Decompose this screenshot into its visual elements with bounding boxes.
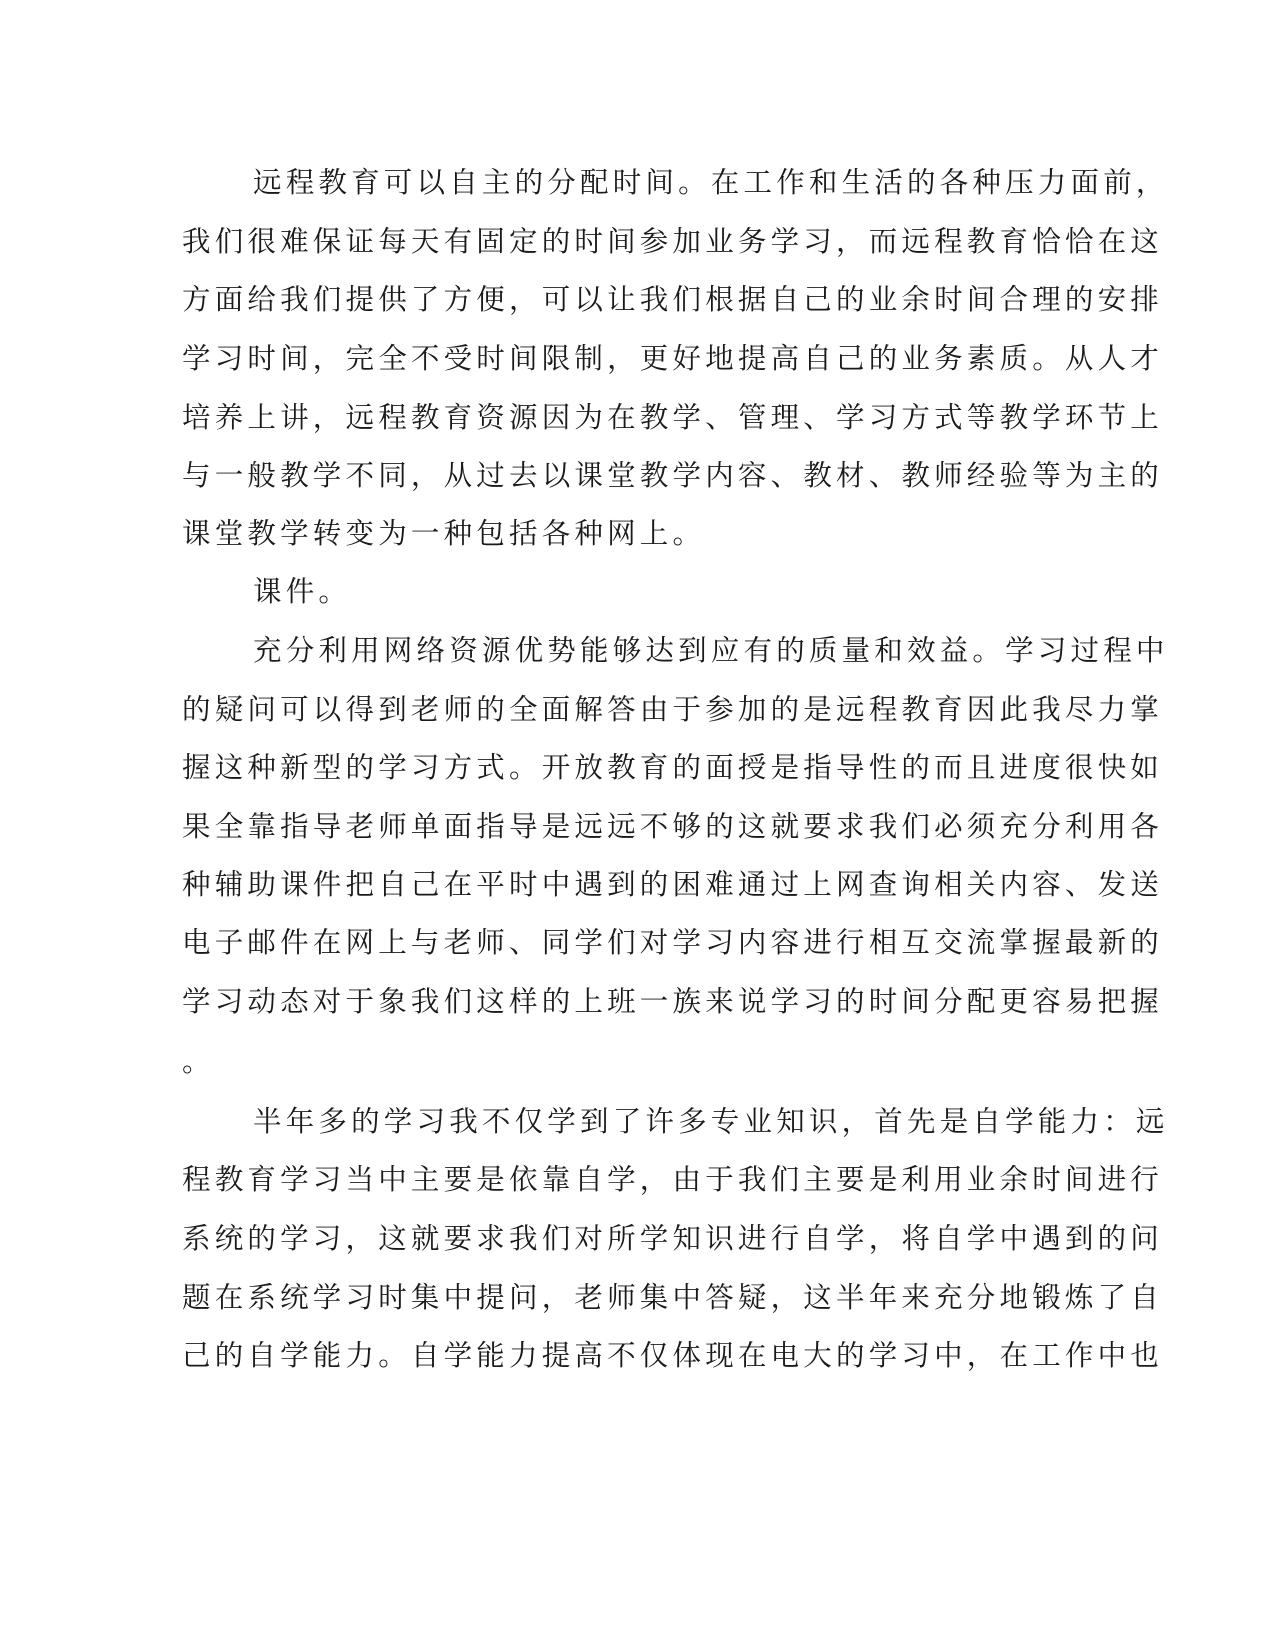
paragraph-4-line-3: 系统的学习，这就要求我们对所学知识进行自学，将自学中遇到的问 — [182, 1222, 1164, 1255]
text-line-10 — [0, 690, 1275, 730]
paragraph-3-line-3: 握这种新型的学习方式。开放教育的面授是指导性的而且进度很快如 — [182, 751, 1164, 784]
text-line-18 — [0, 1160, 1275, 1200]
paragraph-1-line-2: 我们很难保证每天有固定的时间参加业务学习，而远程教育恰恰在这 — [182, 225, 1164, 258]
paragraph-4-line-4: 题在系统学习时集中提问，老师集中答疑，这半年来充分地锻炼了自 — [182, 1281, 1164, 1314]
paragraph-3-line-7: 学习动态对于象我们这样的上班一族来说学习的时间分配更容易把握 — [182, 985, 1164, 1018]
text-line-17 — [0, 1102, 1275, 1142]
text-line-9 — [0, 631, 1275, 671]
text-line-3 — [0, 280, 1275, 320]
paragraph-3-line-2: 的疑问可以得到老师的全面解答由于参加的是远程教育因此我尽力掌 — [182, 693, 1164, 726]
paragraph-3-line-5: 种辅助课件把自己在平时中遇到的困难通过上网查询相关内容、发送 — [182, 868, 1164, 901]
paragraph-1-line-1: 远程教育可以自主的分配时间。在工作和生活的各种压力面前， — [253, 166, 1169, 199]
text-line-6 — [0, 456, 1275, 496]
paragraph-4-line-5: 己的自学能力。自学能力提高不仅体现在电大的学习中，在工作中也 — [182, 1339, 1164, 1372]
text-line-15 — [0, 982, 1275, 1022]
paragraph-2-line-1: 课件。 — [253, 575, 352, 608]
paragraph-3-line-6: 电子邮件在网上与老师、同学们对学习内容进行相互交流掌握最新的 — [182, 926, 1164, 959]
text-line-1 — [0, 163, 1275, 203]
text-line-2 — [0, 222, 1275, 262]
text-line-8 — [0, 572, 1275, 612]
text-line-19 — [0, 1219, 1275, 1259]
paragraph-1-line-7: 课堂教学转变为一种包括各种网上。 — [182, 517, 706, 550]
text-line-12 — [0, 807, 1275, 847]
text-line-16 — [0, 1042, 1275, 1082]
text-line-20 — [0, 1278, 1275, 1318]
paragraph-3-line-1: 充分利用网络资源优势能够达到应有的质量和效益。学习过程中 — [253, 634, 1169, 667]
paragraph-1-line-3: 方面给我们提供了方便，可以让我们根据自己的业余时间合理的安排 — [182, 283, 1164, 316]
paragraph-4-line-2: 程教育学习当中主要是依靠自学，由于我们主要是利用业余时间进行 — [182, 1163, 1164, 1196]
paragraph-3-line-8: 。 — [182, 1045, 215, 1078]
text-line-14 — [0, 923, 1275, 963]
text-line-7 — [0, 514, 1275, 554]
text-line-21 — [0, 1336, 1275, 1376]
paragraph-1-line-5: 培养上讲，远程教育资源因为在教学、管理、学习方式等教学环节上 — [182, 401, 1164, 434]
paragraph-3-line-4: 果全靠指导老师单面指导是远远不够的这就要求我们必须充分利用各 — [182, 810, 1164, 843]
paragraph-1-line-6: 与一般教学不同，从过去以课堂教学内容、教材、教师经验等为主的 — [182, 459, 1164, 492]
text-line-13 — [0, 865, 1275, 905]
text-line-11 — [0, 748, 1275, 788]
text-line-4 — [0, 339, 1275, 379]
text-line-5 — [0, 398, 1275, 438]
paragraph-1-line-4: 学习时间，完全不受时间限制，更好地提高自己的业务素质。从人才 — [182, 342, 1164, 375]
paragraph-4-line-1: 半年多的学习我不仅学到了许多专业知识，首先是自学能力：远 — [253, 1105, 1169, 1138]
